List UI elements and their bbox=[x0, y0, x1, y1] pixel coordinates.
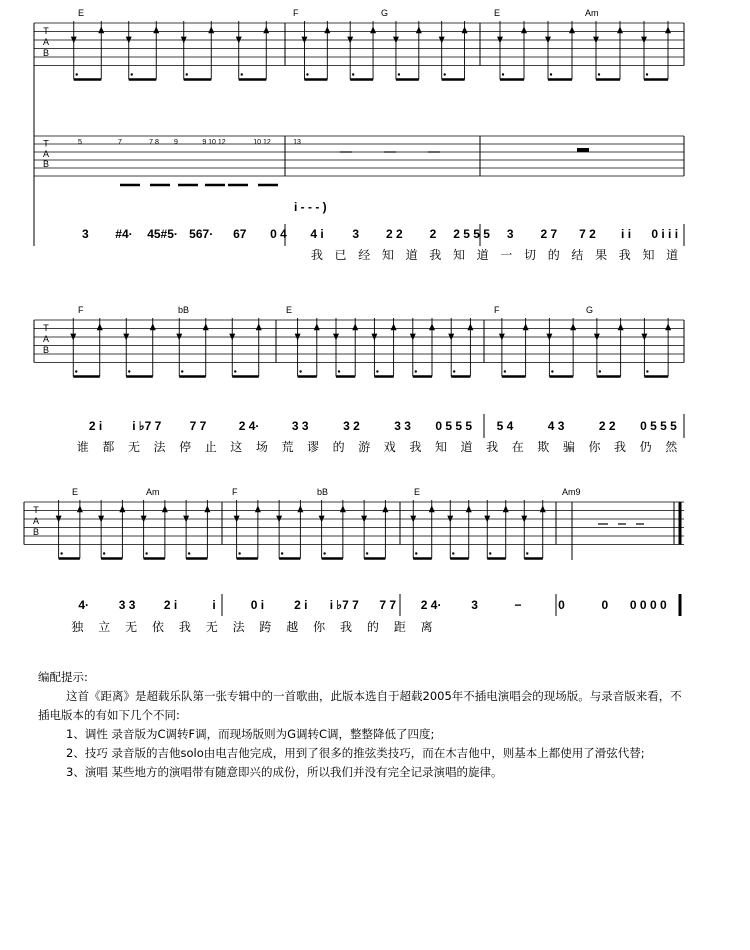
rhythm-1b-dot bbox=[352, 73, 354, 75]
rhythm-1c-stroke-arrow bbox=[521, 26, 527, 33]
jianpu-note: 3 bbox=[471, 598, 478, 612]
lyric-char: 我 bbox=[310, 248, 323, 262]
jianpu-note: i bbox=[212, 598, 216, 612]
lyric-char: 我 bbox=[618, 248, 631, 262]
jianpu-note: 0 0 0 0 bbox=[629, 598, 667, 612]
lyric-char: 戏 bbox=[383, 440, 396, 454]
rhythm-2b-dot bbox=[338, 370, 340, 372]
jianpu-note: 67 bbox=[233, 227, 247, 241]
rhythm-2a-dot bbox=[234, 370, 236, 372]
rhythm-2b-stroke-arrow bbox=[391, 323, 397, 330]
rhythm-1a-stroke-arrow bbox=[98, 26, 104, 33]
lyric-char: 独 bbox=[71, 620, 84, 634]
rhythm-2b-stroke-arrow bbox=[429, 323, 435, 330]
rhythm-2b-dot bbox=[453, 370, 455, 372]
lyric-char: 仍 bbox=[639, 440, 652, 454]
lyric-char: 经 bbox=[358, 248, 371, 262]
notes-item-technique: 2、技巧 录音版的吉他solo由电吉他完成，用到了很多的推弦类技巧，而在木吉他中，则基本上都使用了滑弦代替; bbox=[66, 746, 645, 760]
jianpu-note: 4 3 bbox=[547, 419, 565, 433]
rhythm-3a-stroke-arrow bbox=[204, 505, 210, 512]
rhythm-2a-stroke-arrow bbox=[203, 323, 209, 330]
jianpu-note: 7 7 bbox=[379, 598, 397, 612]
rhythm-1c-dot bbox=[598, 73, 600, 75]
lyric-char: 我 bbox=[178, 620, 191, 634]
fret-number: 5 bbox=[78, 139, 82, 146]
rhythm-1c-dot bbox=[550, 73, 552, 75]
rhythm-2a-stroke-arrow bbox=[97, 323, 103, 330]
tab-label-b: B bbox=[42, 159, 50, 170]
fret-number: 9 10 12 bbox=[202, 139, 226, 146]
rhythm-2c-stroke-arrow bbox=[570, 323, 576, 330]
rhythm-1a-dot bbox=[241, 73, 243, 75]
rhythm-1b-dot bbox=[306, 73, 308, 75]
lyric-char: 然 bbox=[665, 440, 678, 454]
rhythm-2c-stroke-arrow bbox=[618, 323, 624, 330]
lyric-char: 止 bbox=[204, 440, 217, 454]
rhythm-2a-dot bbox=[128, 370, 130, 372]
rhythm-3c-dot bbox=[526, 552, 528, 554]
rhythm-2a-stroke-arrow bbox=[256, 323, 262, 330]
rhythm-3c-stroke-arrow bbox=[503, 505, 509, 512]
rhythm-2b-dot bbox=[299, 370, 301, 372]
notes-heading: 编配提示: bbox=[38, 670, 88, 684]
rhythm-2b-stroke-arrow bbox=[467, 323, 473, 330]
rhythm-2c-dot bbox=[599, 370, 601, 372]
chord-name: Am9 bbox=[562, 487, 581, 497]
jianpu-note: 2 7 bbox=[540, 227, 558, 241]
chord-name: G bbox=[586, 305, 594, 315]
fret-number: 7 8 bbox=[149, 139, 159, 146]
lyric-char: 无 bbox=[125, 620, 138, 634]
lyric-char: 知 bbox=[434, 440, 447, 454]
jianpu-note: 2 i bbox=[294, 598, 308, 612]
jianpu-note: 2 bbox=[429, 227, 437, 241]
rhythm-1a-stroke-arrow bbox=[208, 26, 214, 33]
chord-name: E bbox=[414, 487, 421, 497]
chord-name: E bbox=[78, 8, 85, 18]
jianpu-note: 7 2 bbox=[579, 227, 596, 241]
jianpu-note: 3 2 bbox=[343, 419, 360, 433]
tab-label-a: A bbox=[42, 148, 50, 159]
chord-name: G bbox=[381, 8, 389, 18]
jianpu-note: 567· bbox=[189, 227, 214, 241]
rhythm-3c-stroke-arrow bbox=[540, 505, 546, 512]
lyric-char: 的 bbox=[366, 620, 379, 634]
lyric-char: 道 bbox=[405, 248, 418, 262]
jianpu-note: 3 bbox=[506, 227, 514, 241]
rhythm-3a-dot bbox=[103, 552, 105, 554]
rhythm-1b-stroke-arrow bbox=[370, 26, 376, 33]
tab-label-b: B bbox=[32, 527, 40, 538]
jianpu-note: 3 bbox=[81, 227, 89, 241]
rhythm-1c-dot bbox=[646, 73, 648, 75]
jianpu-note: 2 5 5 5 bbox=[453, 227, 490, 241]
notes-item-key: 1、调性 录音版为C调转F调，而现场版则为G调转C调，整整降低了四度; bbox=[66, 727, 435, 741]
rhythm-3b-stroke-arrow bbox=[340, 505, 346, 512]
chord-name: Am bbox=[146, 487, 160, 497]
rhythm-2c-dot bbox=[551, 370, 553, 372]
jianpu-note: 5 4 bbox=[496, 419, 514, 433]
sustain-note: i - - - ) bbox=[294, 200, 327, 214]
rhythm-3c-dot bbox=[452, 552, 454, 554]
lyric-char: 结 bbox=[571, 248, 584, 262]
jianpu-note: 3 3 bbox=[394, 419, 411, 433]
jianpu-note: 0 5 5 5 bbox=[640, 419, 677, 433]
fret-number: 7 bbox=[118, 139, 122, 146]
lyric-char: 荒 bbox=[281, 440, 294, 454]
rhythm-1b-stroke-arrow bbox=[416, 26, 422, 33]
lyric-char: 依 bbox=[151, 620, 165, 634]
lyric-char: 骗 bbox=[562, 440, 575, 454]
tab-label-t: T bbox=[43, 26, 49, 37]
rhythm-2c-stroke-arrow bbox=[523, 323, 529, 330]
rhythm-3b-stroke-arrow bbox=[382, 505, 388, 512]
jianpu-note: 3 3 bbox=[118, 598, 136, 612]
rhythm-1a-dot bbox=[131, 73, 133, 75]
rhythm-1b-stroke-arrow bbox=[324, 26, 330, 33]
lyric-char: 一 bbox=[500, 248, 513, 262]
lyric-char: 道 bbox=[476, 248, 489, 262]
jianpu-note: 7 7 bbox=[189, 419, 207, 433]
lyric-char: 你 bbox=[588, 440, 601, 454]
tab-label-t: T bbox=[33, 505, 39, 516]
lyric-char: 我 bbox=[429, 248, 442, 262]
lyric-char: 的 bbox=[547, 248, 560, 262]
jianpu-note: 2 4· bbox=[420, 598, 442, 612]
chord-name: E bbox=[494, 8, 501, 18]
chord-name: F bbox=[494, 305, 500, 315]
tab-label-b: B bbox=[42, 48, 50, 59]
notes-paragraph-intro: 这首《距离》是超载乐队第一张专辑中的一首歌曲，此版本选自于超载2005年不插电演唱会的现场版。与录音版来看，不插电版本的有如下几个不同: bbox=[38, 689, 682, 722]
tab-label-a: A bbox=[32, 516, 40, 527]
jianpu-note: 2 i bbox=[163, 598, 178, 612]
rhythm-2a-stroke-arrow bbox=[150, 323, 156, 330]
rhythm-2c-dot bbox=[646, 370, 648, 372]
jianpu-note: 4 i bbox=[310, 227, 324, 241]
rhythm-3a-dot bbox=[60, 552, 62, 554]
rhythm-3b-dot bbox=[366, 552, 368, 554]
jianpu-note: #4· bbox=[115, 227, 133, 241]
lyric-char: 知 bbox=[642, 248, 655, 262]
jianpu-note: 4· bbox=[78, 598, 90, 612]
rhythm-3a-dot bbox=[188, 552, 190, 554]
rhythm-3a-stroke-arrow bbox=[77, 505, 83, 512]
rhythm-1c-dot bbox=[502, 73, 504, 75]
lyric-char: 我 bbox=[409, 440, 422, 454]
jianpu-note: 3 bbox=[352, 227, 360, 241]
jianpu-note: 45#5· bbox=[147, 227, 178, 241]
lyric-char: 谁 bbox=[76, 440, 89, 454]
lyric-char: 我 bbox=[614, 440, 627, 454]
lyric-char: 这 bbox=[230, 440, 243, 454]
rhythm-3c-dot bbox=[489, 552, 491, 554]
lyric-char: 场 bbox=[255, 440, 268, 454]
notes-item-vocal: 3、演唱 某些地方的演唱带有随意即兴的成份，所以我们并没有完全记录演唱的旋律。 bbox=[66, 765, 503, 779]
jianpu-note: i i bbox=[621, 227, 632, 241]
rhythm-3b-stroke-arrow bbox=[255, 505, 261, 512]
rhythm-1a-dot bbox=[76, 73, 78, 75]
lyric-char: 法 bbox=[232, 620, 245, 634]
tab-label-t: T bbox=[43, 323, 49, 334]
lyric-char: 果 bbox=[595, 248, 608, 262]
rhythm-2c-dot bbox=[504, 370, 506, 372]
lyric-char: 距 bbox=[393, 620, 406, 634]
jianpu-note: 2 2 bbox=[598, 419, 616, 433]
rhythm-3a-stroke-arrow bbox=[162, 505, 168, 512]
lyric-char: 在 bbox=[511, 440, 524, 454]
rhythm-3a-dot bbox=[145, 552, 147, 554]
tab-label-b: B bbox=[42, 345, 50, 356]
jianpu-note: 0 i i i bbox=[651, 227, 679, 241]
lyric-char: 欺 bbox=[537, 440, 550, 454]
lyric-char: 停 bbox=[179, 440, 192, 454]
rhythm-3c-stroke-arrow bbox=[429, 505, 435, 512]
chord-name: F bbox=[78, 305, 84, 315]
rhythm-2b-stroke-arrow bbox=[314, 323, 320, 330]
lyric-char: 无 bbox=[127, 440, 140, 454]
rhythm-3b-dot bbox=[238, 552, 240, 554]
chord-name: E bbox=[286, 305, 293, 315]
fret-number: 9 bbox=[174, 139, 178, 146]
jianpu-note: 2 2 bbox=[385, 227, 403, 241]
rhythm-1b-dot bbox=[443, 73, 445, 75]
jianpu-note: − bbox=[514, 598, 522, 612]
fret-number: 13 bbox=[293, 139, 301, 146]
jianpu-note: i ♭7 7 bbox=[329, 598, 359, 612]
lyric-char: 游 bbox=[358, 440, 371, 454]
rhythm-2b-dot bbox=[376, 370, 378, 372]
rhythm-1a-dot bbox=[186, 73, 188, 75]
rhythm-3c-dot bbox=[415, 552, 417, 554]
lyric-char: 离 bbox=[420, 620, 433, 634]
lyric-char: 谬 bbox=[307, 440, 320, 454]
lyric-char: 我 bbox=[339, 620, 353, 634]
rhythm-1a-stroke-arrow bbox=[263, 26, 269, 33]
jianpu-note: 0 bbox=[558, 598, 565, 612]
lyric-char: 道 bbox=[460, 440, 473, 454]
lyric-char: 越 bbox=[286, 620, 299, 634]
tab-label-t: T bbox=[43, 138, 49, 149]
jianpu-note: 2 i bbox=[88, 419, 103, 433]
whole-rest bbox=[577, 148, 589, 152]
lyric-char: 知 bbox=[452, 248, 465, 262]
tab-label-a: A bbox=[42, 37, 50, 48]
rhythm-2c-stroke-arrow bbox=[665, 323, 671, 330]
chord-name: F bbox=[232, 487, 238, 497]
rhythm-3b-stroke-arrow bbox=[297, 505, 303, 512]
fret-number: 10 12 bbox=[253, 139, 271, 146]
rhythm-3b-dot bbox=[323, 552, 325, 554]
rhythm-1b-stroke-arrow bbox=[462, 26, 468, 33]
chord-name: Am bbox=[585, 8, 599, 18]
lyric-char: 我 bbox=[486, 440, 499, 454]
lyric-char: 跨 bbox=[259, 620, 272, 634]
jianpu-note: i ♭7 7 bbox=[132, 419, 162, 433]
lyric-char: 知 bbox=[381, 248, 394, 262]
rhythm-1c-stroke-arrow bbox=[569, 26, 575, 33]
lyric-char: 你 bbox=[313, 620, 326, 634]
jianpu-note: 0 5 5 5 bbox=[435, 419, 473, 433]
jianpu-note: 2 4· bbox=[238, 419, 260, 433]
lyric-char: 立 bbox=[98, 620, 111, 634]
lyric-char: 法 bbox=[153, 440, 166, 454]
rhythm-1b-dot bbox=[398, 73, 400, 75]
lyric-char: 无 bbox=[205, 620, 218, 634]
chord-name: bB bbox=[178, 305, 190, 315]
rhythm-1c-stroke-arrow bbox=[665, 26, 671, 33]
rhythm-2b-dot bbox=[415, 370, 417, 372]
jianpu-note: 0 bbox=[601, 598, 609, 612]
rhythm-2b-stroke-arrow bbox=[352, 323, 358, 330]
chord-name: F bbox=[293, 8, 299, 18]
lyric-char: 切 bbox=[524, 248, 537, 262]
rhythm-2a-dot bbox=[75, 370, 77, 372]
lyric-char: 的 bbox=[332, 440, 345, 454]
chord-name: bB bbox=[317, 487, 329, 497]
rhythm-3c-stroke-arrow bbox=[466, 505, 472, 512]
rhythm-3b-dot bbox=[281, 552, 283, 554]
rhythm-3a-stroke-arrow bbox=[119, 505, 125, 512]
rhythm-2a-dot bbox=[181, 370, 183, 372]
arrangement-notes bbox=[38, 668, 688, 782]
jianpu-note: 3 3 bbox=[291, 419, 309, 433]
lyric-char: 道 bbox=[666, 248, 679, 262]
rhythm-1c-stroke-arrow bbox=[617, 26, 623, 33]
chord-name: E bbox=[72, 487, 79, 497]
jianpu-note: 0 i bbox=[250, 598, 265, 612]
lyric-char: 都 bbox=[102, 440, 115, 454]
lyric-char: 已 bbox=[334, 248, 347, 262]
jianpu-note: 0 4 bbox=[270, 227, 287, 241]
tab-label-a: A bbox=[42, 334, 50, 345]
rhythm-1a-stroke-arrow bbox=[153, 26, 159, 33]
